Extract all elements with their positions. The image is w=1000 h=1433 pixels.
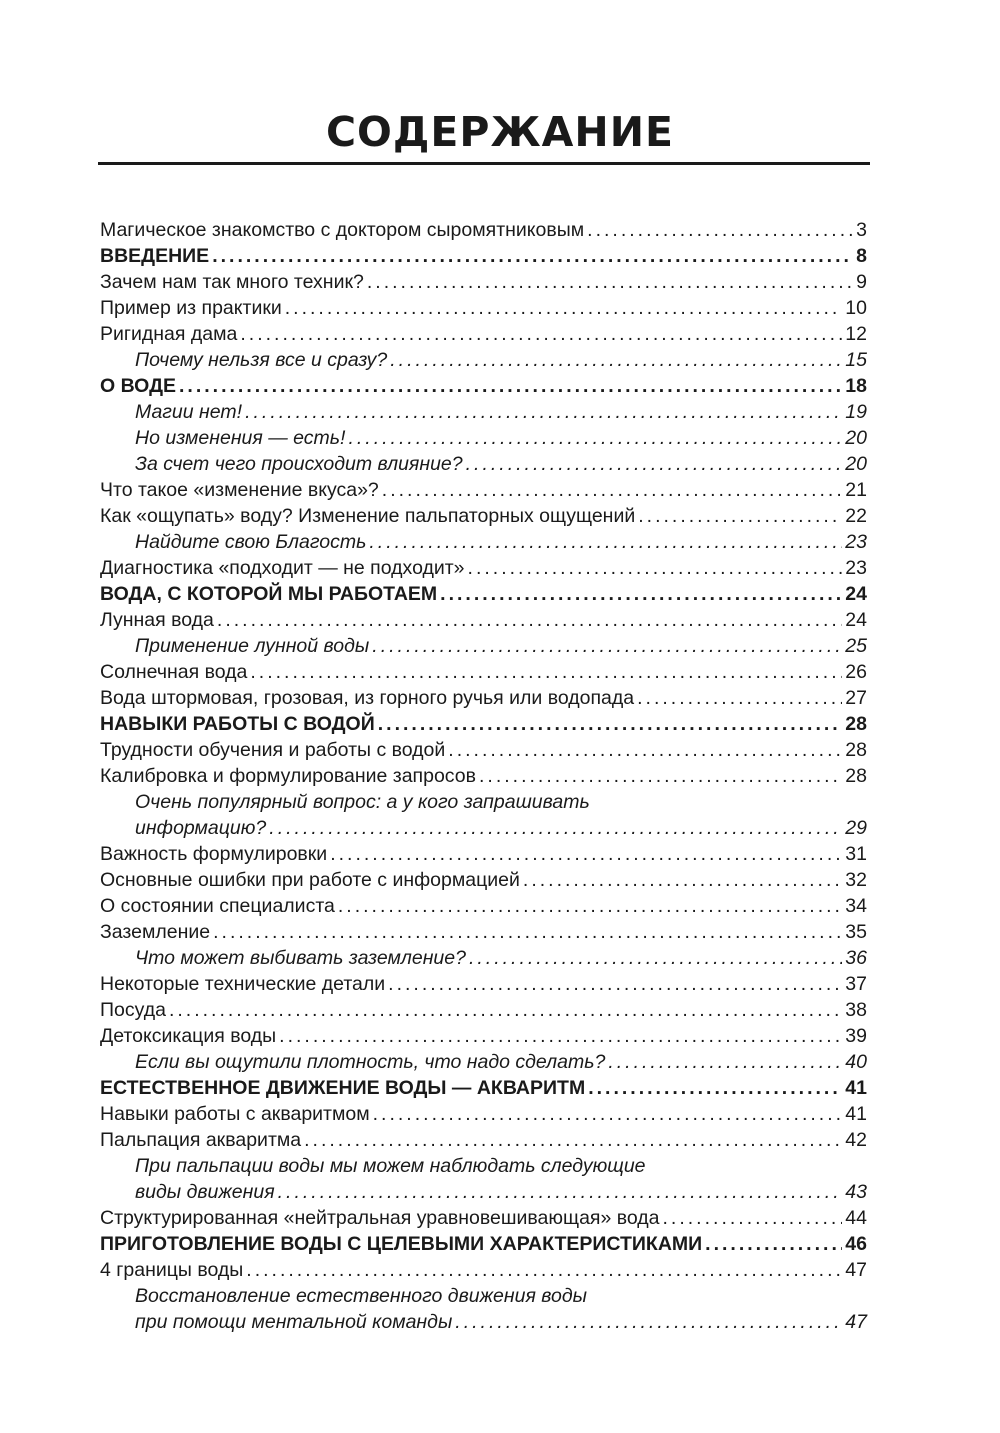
toc-dot-leader <box>213 919 842 945</box>
toc-dot-leader <box>169 997 842 1023</box>
toc-page-number: 37 <box>845 973 867 995</box>
toc-entry <box>100 841 867 867</box>
toc-entry <box>100 581 867 607</box>
toc-dot-leader <box>378 711 843 737</box>
toc-entry <box>100 1023 867 1049</box>
toc-dot-leader <box>388 971 842 997</box>
toc-page-number: 31 <box>845 843 867 865</box>
toc-entry <box>100 269 867 295</box>
toc-page-number: 32 <box>845 869 867 891</box>
toc-dot-leader <box>278 1179 843 1205</box>
toc-dot-leader <box>455 1309 842 1335</box>
toc-dot-leader <box>240 321 842 347</box>
toc-dot-leader <box>369 529 842 555</box>
toc-page-number: 28 <box>845 765 867 787</box>
toc-entry-label: Пример из практики <box>100 297 282 319</box>
toc-entry-label: Важность формулировки <box>100 843 328 865</box>
toc-entry <box>100 1179 867 1205</box>
toc-entry-label: Лунная вода <box>100 609 214 631</box>
toc-entry-label: Если вы ощутили плотность, что надо сделать? <box>135 1051 606 1073</box>
toc-entry-label: 4 границы воды <box>100 1259 244 1281</box>
toc-entry-label: За счет чего происходит влияние? <box>135 453 463 475</box>
toc-entry <box>100 555 867 581</box>
toc-page-number: 39 <box>845 1025 867 1047</box>
toc-entry-label: Зачем нам так много техник? <box>100 271 364 293</box>
toc-entry <box>100 451 867 477</box>
toc-page-number: 44 <box>845 1207 867 1229</box>
toc-page-number: 15 <box>845 349 867 371</box>
toc-entry <box>100 815 867 841</box>
toc-page-number: 29 <box>845 817 867 839</box>
toc-page-number: 38 <box>845 999 867 1021</box>
toc-entry <box>100 893 867 919</box>
toc-page-number: 20 <box>845 427 867 449</box>
toc-entry-label: Но изменения — есть! <box>135 427 346 449</box>
toc-dot-leader <box>390 347 842 373</box>
toc-entry-label: Магии нет! <box>135 401 243 423</box>
toc-entry-label: информацию? <box>135 817 267 839</box>
toc-dot-leader <box>279 1023 842 1049</box>
toc-entry <box>100 685 867 711</box>
toc-page-number: 24 <box>845 609 867 631</box>
page-title: СОДЕРЖАНИЕ <box>325 108 675 156</box>
toc-entry <box>100 1231 867 1257</box>
toc-dot-leader <box>479 763 842 789</box>
toc-page-number: 41 <box>845 1103 867 1125</box>
toc-entry <box>100 1049 867 1075</box>
toc-dot-leader <box>638 503 842 529</box>
toc-dot-leader <box>330 841 842 867</box>
toc-page-number: 47 <box>845 1259 867 1281</box>
toc-page-number: 46 <box>845 1233 867 1255</box>
toc-page-number: 20 <box>845 453 867 475</box>
toc-entry-label: Калибровка и формулирование запросов <box>100 765 476 787</box>
toc-entry <box>100 1283 867 1309</box>
toc-entry-label: При пальпации воды мы можем наблюдать следующие <box>135 1155 646 1177</box>
toc-entry <box>100 477 867 503</box>
toc-entry <box>100 321 867 347</box>
toc-entry-label: Навыки работы с акваритмом <box>100 1103 370 1125</box>
toc-dot-leader <box>587 217 853 243</box>
toc-dot-leader <box>637 685 842 711</box>
toc-entry <box>100 399 867 425</box>
toc-entry-label: ПРИГОТОВЛЕНИЕ ВОДЫ С ЦЕЛЕВЫМИ ХАРАКТЕРИСТИКАМИ <box>100 1233 703 1255</box>
toc-page-number: 22 <box>845 505 867 527</box>
toc-entry-label: ВВЕДЕНИЕ <box>100 245 210 267</box>
toc-entry-label: Трудности обучения и работы с водой <box>100 739 446 761</box>
toc-dot-leader <box>588 1075 842 1101</box>
toc-page-number: 42 <box>845 1129 867 1151</box>
toc-dot-leader <box>285 295 843 321</box>
toc-entry <box>100 737 867 763</box>
toc-dot-leader <box>523 867 842 893</box>
toc-entry-label: Как «ощупать» воду? Изменение пальпаторных ощущений <box>100 505 636 527</box>
toc-entry-label: О состоянии специалиста <box>100 895 335 917</box>
toc-entry <box>100 607 867 633</box>
toc-entry <box>100 789 867 815</box>
toc-dot-leader <box>179 373 842 399</box>
toc-entry-label: Основные ошибки при работе с информацией <box>100 869 520 891</box>
toc-entry <box>100 295 867 321</box>
toc-entry <box>100 971 867 997</box>
toc-page-number: 26 <box>845 661 867 683</box>
toc-entry-label: О ВОДЕ <box>100 375 176 397</box>
toc-page-number: 28 <box>845 739 867 761</box>
toc-entry-label: Применение лунной воды <box>135 635 370 657</box>
toc-dot-leader <box>269 815 842 841</box>
toc-entry <box>100 1075 867 1101</box>
toc-page-number: 12 <box>845 323 867 345</box>
toc-dot-leader <box>338 893 842 919</box>
toc-entry-label: НАВЫКИ РАБОТЫ С ВОДОЙ <box>100 713 375 735</box>
toc-entry-label: Вода штормовая, грозовая, из горного ручья или водопада <box>100 687 635 709</box>
toc-page-number: 40 <box>845 1051 867 1073</box>
toc-dot-leader <box>466 451 843 477</box>
toc-dot-leader <box>663 1205 843 1231</box>
toc-entry-label: Найдите свою Благость <box>135 531 367 553</box>
toc-entry-label: ВОДА, С КОТОРОЙ МЫ РАБОТАЕМ <box>100 583 438 605</box>
toc-entry-label: Диагностика «подходит — не подходит» <box>100 557 465 579</box>
toc-dot-leader <box>246 1257 842 1283</box>
toc-dot-leader <box>382 477 843 503</box>
toc-entry-label: Почему нельзя все и сразу? <box>135 349 388 371</box>
toc-entry <box>100 1205 867 1231</box>
toc-entry <box>100 243 867 269</box>
toc-entry-label: Восстановление естественного движения воды <box>135 1285 588 1307</box>
toc-page-number: 43 <box>845 1181 867 1203</box>
toc-page-number: 25 <box>845 635 867 657</box>
toc-dot-leader <box>608 1049 842 1075</box>
toc-page-number: 34 <box>845 895 867 917</box>
toc-dot-leader <box>367 269 853 295</box>
toc-entry <box>100 659 867 685</box>
toc-dot-leader <box>304 1127 842 1153</box>
toc-entry <box>100 763 867 789</box>
toc-entry <box>100 997 867 1023</box>
toc-page-number: 9 <box>856 271 867 293</box>
toc-entry-label: Детоксикация воды <box>100 1025 277 1047</box>
toc-entry-label: Очень популярный вопрос: а у кого запрашивать <box>135 791 590 813</box>
toc-dot-leader <box>373 1101 843 1127</box>
toc-entry-label: Структурированная «нейтральная уравновешивающая» вода <box>100 1207 660 1229</box>
toc-page-number: 21 <box>845 479 867 501</box>
toc-entry-label: ЕСТЕСТВЕННОЕ ДВИЖЕНИЕ ВОДЫ — АКВАРИТМ <box>100 1077 586 1099</box>
toc-dot-leader <box>217 607 842 633</box>
toc-entry-label: Магическое знакомство с доктором сыромятниковым <box>100 219 585 241</box>
toc-entry <box>100 425 867 451</box>
toc-entry <box>100 633 867 659</box>
toc-entry <box>100 919 867 945</box>
toc-entry-label: Солнечная вода <box>100 661 248 683</box>
toc-page-number: 3 <box>856 219 867 241</box>
toc-dot-leader <box>705 1231 842 1257</box>
toc-entry <box>100 529 867 555</box>
toc-page-number: 8 <box>856 245 867 267</box>
toc-dot-leader <box>448 737 842 763</box>
toc-entry <box>100 1257 867 1283</box>
toc-entry-label: виды движения <box>135 1181 275 1203</box>
toc-dot-leader <box>469 945 842 971</box>
table-of-contents <box>100 217 867 1335</box>
toc-dot-leader <box>440 581 842 607</box>
toc-page-number: 47 <box>845 1311 867 1333</box>
toc-dot-leader <box>372 633 842 659</box>
toc-entry <box>100 347 867 373</box>
toc-page-number: 27 <box>845 687 867 709</box>
toc-entry-label: Пальпация акваритма <box>100 1129 302 1151</box>
toc-entry <box>100 1101 867 1127</box>
toc-dot-leader <box>468 555 843 581</box>
toc-dot-leader <box>250 659 842 685</box>
toc-page-number: 23 <box>845 557 867 579</box>
toc-entry-label: Некоторые технические детали <box>100 973 386 995</box>
toc-page-number: 24 <box>845 583 867 605</box>
toc-dot-leader <box>348 425 842 451</box>
toc-dot-leader <box>245 399 842 425</box>
toc-entry <box>100 217 867 243</box>
toc-entry <box>100 373 867 399</box>
toc-page-number: 41 <box>845 1077 867 1099</box>
toc-page-number: 23 <box>845 531 867 553</box>
toc-entry-label: Что может выбивать заземление? <box>135 947 466 969</box>
toc-entry-label: при помощи ментальной команды <box>135 1311 453 1333</box>
toc-entry-label: Что такое «изменение вкуса»? <box>100 479 379 501</box>
toc-page-number: 10 <box>845 297 867 319</box>
toc-page-number: 35 <box>845 921 867 943</box>
toc-entry-label: Ригидная дама <box>100 323 238 345</box>
toc-entry <box>100 1309 867 1335</box>
toc-entry-label: Посуда <box>100 999 166 1021</box>
toc-entry <box>100 503 867 529</box>
toc-entry <box>100 1127 867 1153</box>
toc-entry <box>100 867 867 893</box>
toc-dot-leader <box>212 243 853 269</box>
toc-page-number: 19 <box>845 401 867 423</box>
toc-entry-label: Заземление <box>100 921 211 943</box>
toc-page-number: 36 <box>845 947 867 969</box>
toc-entry <box>100 711 867 737</box>
toc-page-number: 18 <box>845 375 867 397</box>
toc-page-number: 28 <box>845 713 867 735</box>
title-rule <box>98 162 870 165</box>
toc-entry <box>100 1153 867 1179</box>
toc-entry <box>100 945 867 971</box>
